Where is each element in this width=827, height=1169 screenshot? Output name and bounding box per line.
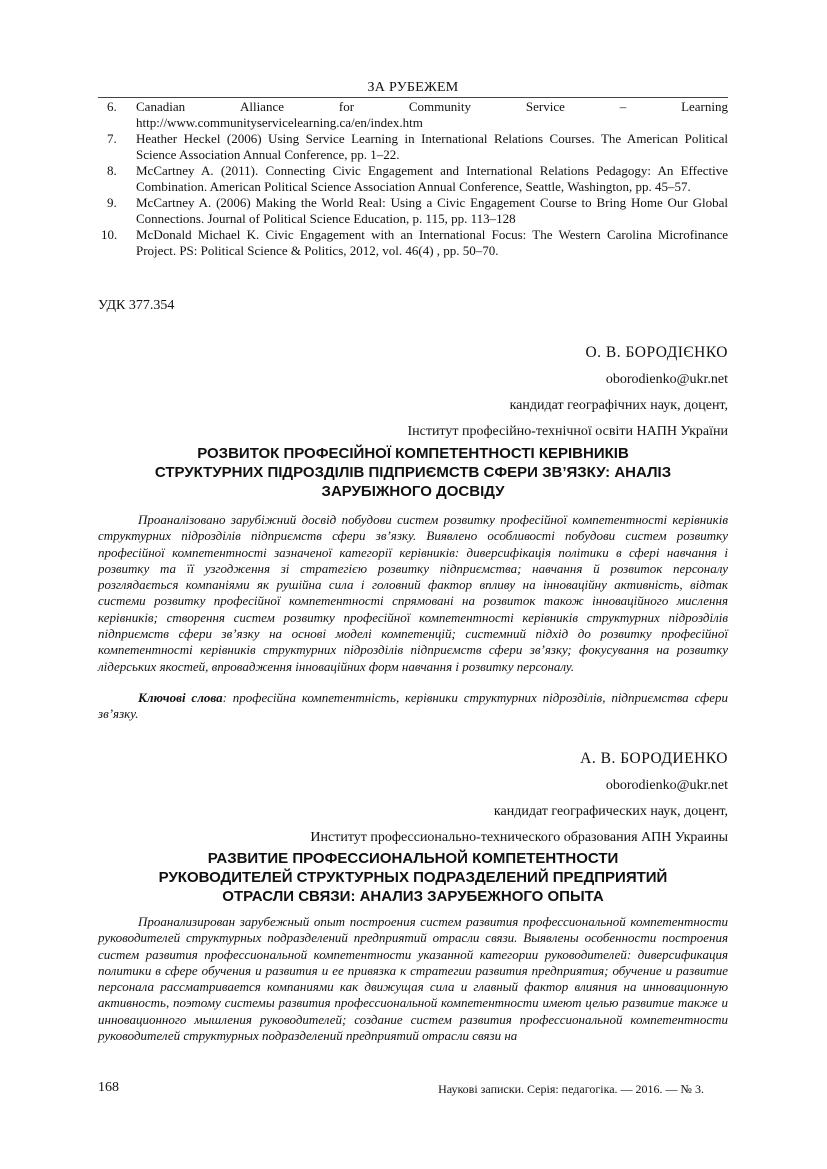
reference-number: 10. [101,227,118,242]
reference-number: 9. [107,195,117,210]
title-line: РАЗВИТИЕ ПРОФЕССИОНАЛЬНОЙ КОМПЕТЕНТНОСТИ [207,850,619,867]
author-degree: кандидат географічних наук, доцент, [509,398,728,413]
reference-item [98,195,728,227]
reference-word: for [338,99,355,114]
author-email: oborodienko@ukr.net [605,372,728,387]
reference-word: Alliance [239,99,284,114]
reference-item [98,163,728,195]
author-degree: кандидат географических наук, доцент, [493,804,728,819]
reference-item [98,99,728,131]
author-block-ru [98,750,728,846]
reference-word: Canadian [136,99,186,114]
reference-number: 8. [107,163,117,178]
running-head: ЗА РУБЕЖЕМ [367,80,459,95]
keywords-ua [98,690,728,723]
author-institution: Інститут професійно-технічної освіти НАПН України [407,424,728,439]
article-title-ua [98,444,728,501]
title-line: ЗАРУБІЖНОГО ДОСВІДУ [321,483,505,500]
reference-text: McCartney A. (2011). Connecting Civic Engagement and International Relations Pedagogy: An Effective Combination. American Political Science Association Annual Conference, Seattle, Washington, pp. 45–57. [136,163,728,194]
reference-list [98,99,728,259]
article-title-ru [98,849,728,906]
keywords-text: : професійна компетентність, керівники структурних підрозділів, підприємства сфери зв’язку. [98,690,728,722]
title-line: СТРУКТУРНИХ ПІДРОЗДІЛІВ ПІДПРИЄМСТВ СФЕРИ ЗВ’ЯЗКУ: АНАЛІЗ [154,464,672,481]
reference-text: McCartney A. (2006) Making the World Real: Using a Civic Engagement Course to Bring Home Our Global Connections. Journal of Political Science Education, p. 115, pp. 113–128 [136,195,728,226]
author-name: А. В. БОРОДИЕНКО [580,750,728,767]
reference-word: – [619,99,627,114]
author-institution: Институт профессионально-технического образования АПН Украины [310,830,728,845]
title-line: РОЗВИТОК ПРОФЕСІЙНОЇ КОМПЕТЕНТНОСТІ КЕРІВНИКІВ [197,445,629,462]
abstract-ru: Проанализирован зарубежный опыт построения систем развития профессиональной компетентности руководителей структурных подразделений предприятий отрасли связи. Выявлены особенности построения систем развития профессиональной компетентности указанной категории руководителей: диверсификация политики в сфере обучения и развития и ее привязка к стратегии развития предприятия; обучение и развитие персонала рассматривается компаниями как движущая сила и главный фактор влияния на инновационную активность, поэтому системы развития профессиональной компетентности имеют целью развитие также и инновационного мышления руководителей; создание систем развития профессиональной компетентности руководителей структурных подразделений предприятий отрасли связи на [98,914,728,1044]
reference-url: http://www.communityservicelearning.ca/en/index.htm [136,115,423,130]
reference-number: 7. [107,131,117,146]
page-number: 168 [98,1080,119,1095]
reference-item [98,131,728,163]
journal-citation: Наукові записки. Серія: педагогіка. — 2016. — № 3. [438,1082,704,1096]
udk-code: УДК 377.354 [98,298,175,313]
author-email: oborodienko@ukr.net [605,778,728,793]
abstract-ua: Проаналізовано зарубіжний досвід побудови систем розвитку професійної компетентності керівників структурних підрозділів підприємств сфери зв’язку. Виявлено особливості побудови систем розвитку професійної компетентності зазначеної категорії керівників: диверсифікація політики в сфері навчання і розвитку та її узгодження зі стратегією розвитку підприємства; навчання й розвиток персоналу розглядається компаніями як рушійна сила і головний фактор впливу на інноваційну активність, відтак системи розвитку професійної компетентності спрямовані на розвиток також інноваційного мислення керівників; створення систем розвитку професійної компетентності керівників структурних підрозділів підприємств сфери зв’язку на основі моделі компетенцій; системний підхід до розвитку професійної компетентності керівників структурних підрозділів підприємств сфери зв’язку; фокусування на розвитку лідерських якостей, впровадження інноваційних форм навчання і розвитку персоналу. [98,512,728,674]
author-name: О. В. БОРОДІЄНКО [585,344,728,361]
reference-word: Community [408,99,472,114]
reference-word: Learning [681,99,728,114]
reference-first-line [136,99,728,115]
keywords-label: Ключові слова [138,690,223,705]
reference-text: McDonald Michael K. Civic Engagement with an International Focus: The Western Carolina Microfinance Project. PS: Political Science & Politics, 2012, vol. 46(4) , pp. 50–70. [136,227,728,258]
reference-item [98,227,728,259]
header-rule [98,97,728,98]
title-line: РУКОВОДИТЕЛЕЙ СТРУКТУРНЫХ ПОДРАЗДЕЛЕНИЙ ПРЕДПРИЯТИЙ [158,869,668,886]
reference-text: Heather Heckel (2006) Using Service Learning in International Relations Courses. The American Political Science Association Annual Conference, pp. 1–22. [136,131,728,162]
reference-number: 6. [107,99,117,114]
title-line: ОТРАСЛИ СВЯЗИ: АНАЛИЗ ЗАРУБЕЖНОГО ОПЫТА [222,888,604,905]
reference-word: Service [525,99,565,114]
author-block-ua [98,344,728,440]
